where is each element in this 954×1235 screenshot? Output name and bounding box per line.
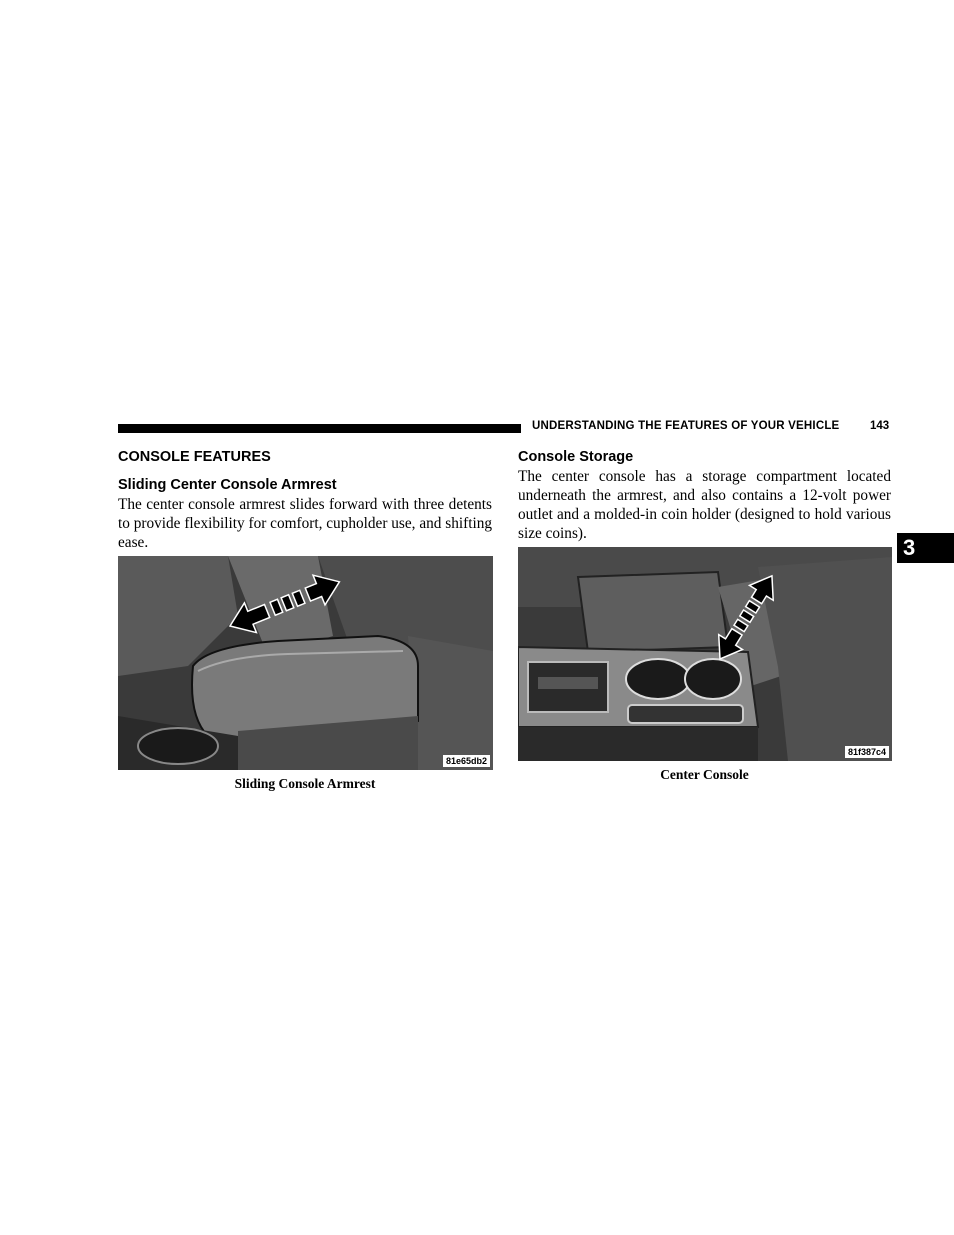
right-figure-caption: Center Console xyxy=(660,767,749,782)
chapter-tab xyxy=(897,533,954,563)
figure-code: 81e65db2 xyxy=(443,755,490,767)
chapter-tab-number: 3 xyxy=(903,535,916,560)
sliding-armrest-figure xyxy=(118,556,493,770)
left-subheading: Sliding Center Console Armrest xyxy=(118,477,337,493)
left-body-text: The center console armrest slides forward with three detents to provide flexibility for comfort, cupholder use, and shifting ease. xyxy=(118,496,492,551)
center-console-illustration xyxy=(518,547,892,761)
sliding-armrest-illustration xyxy=(118,556,493,770)
running-head-title: UNDERSTANDING THE FEATURES OF YOUR VEHICLE xyxy=(532,420,840,432)
figure-code: 81f387c4 xyxy=(845,746,889,758)
header-rule xyxy=(118,424,521,433)
right-body-text: The center console has a storage compartment located underneath the armrest, and also contains a 12-volt power outlet and a molded-in coin holder (designed to hold various size coins). xyxy=(518,468,891,542)
center-console-figure xyxy=(518,547,892,761)
page-number: 143 xyxy=(870,420,890,432)
right-subheading: Console Storage xyxy=(518,449,634,465)
left-figure-caption: Sliding Console Armrest xyxy=(234,776,376,791)
section-heading: CONSOLE FEATURES xyxy=(118,449,271,465)
